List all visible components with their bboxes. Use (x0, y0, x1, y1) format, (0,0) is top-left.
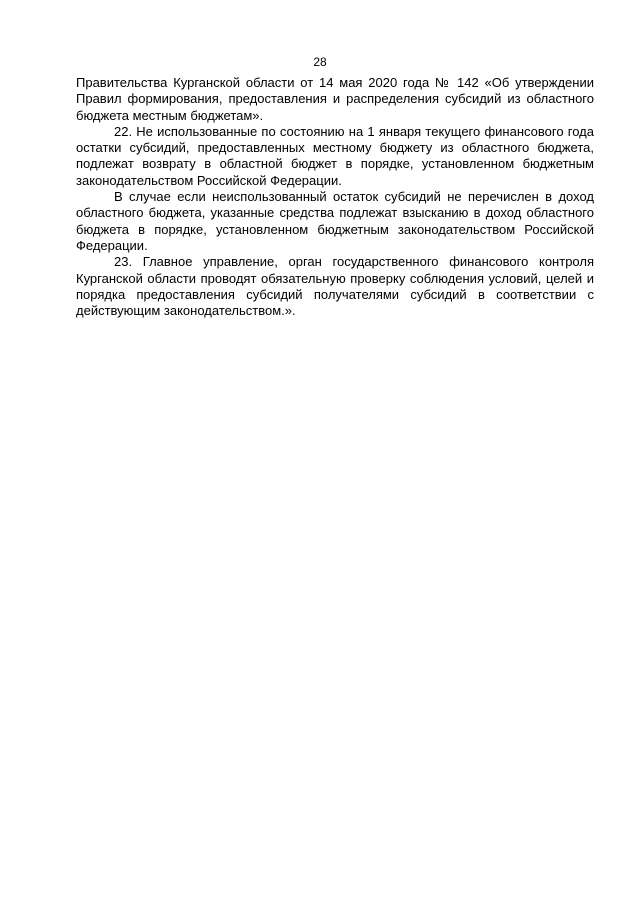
paragraph-unused-balance: В случае если неиспользованный остаток субсидий не перечислен в доход областного бюджета, указанные средства подлежат взысканию в доход областного бюджета в порядке, установленном бюджетным законодательством Российской Федерации. (76, 189, 594, 253)
document-body (76, 75, 594, 319)
paragraph-regulation-reference: Правительства Курганской области от 14 мая 2020 года № 142 «Об утверждении Правил формирования, предоставления и распределения субсидий из областного бюджета местным бюджетам». (76, 75, 594, 123)
page-number: 28 (313, 55, 327, 69)
paragraph-item-22: 22. Не использованные по состоянию на 1 января текущего финансового года остатки субсидий, предоставленных местному бюджету из областного бюджета, подлежат возврату в областной бюджет в порядке, установленном бюджетным законодательством Российской Федерации. (76, 123, 594, 188)
paragraph-item-23: 23. Главное управление, орган государственного финансового контроля Курганской области проводят обязательную проверку соблюдения условий, целей и порядка предоставления субсидий получателями субсидий в соответствии с действующим законодательством.». (76, 254, 594, 319)
